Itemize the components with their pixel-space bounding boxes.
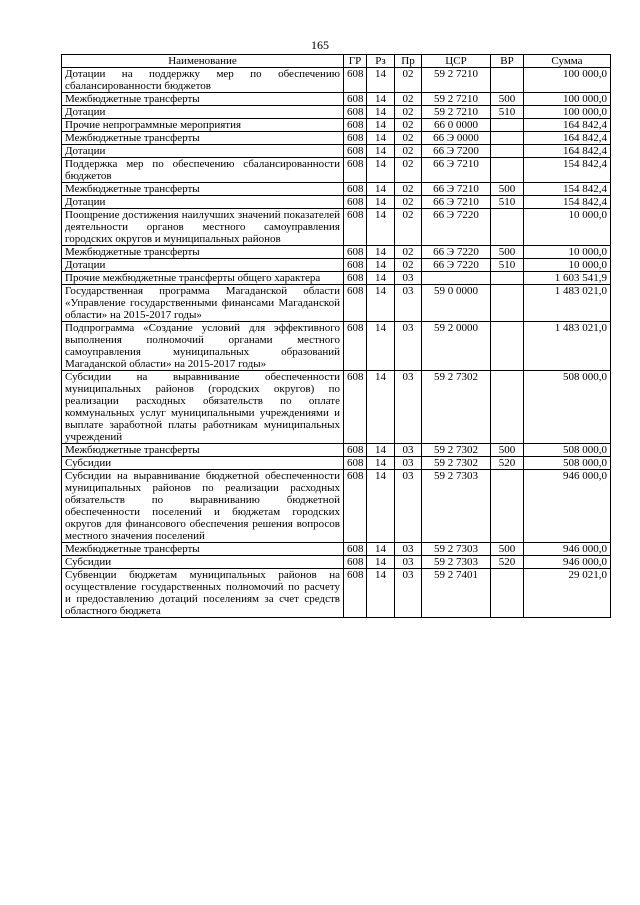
table-row	[62, 246, 611, 259]
cell-csr: 66 Э 7200	[422, 145, 491, 158]
cell-vr: 510	[491, 196, 524, 209]
cell-csr: 66 Э 7220	[422, 246, 491, 259]
cell-rz: 14	[367, 322, 395, 371]
cell-name: Межбюджетные трансферты	[62, 543, 344, 556]
table-body	[62, 68, 611, 618]
cell-sum: 10 000,0	[524, 209, 611, 246]
cell-csr: 59 2 7210	[422, 106, 491, 119]
cell-vr: 510	[491, 259, 524, 272]
cell-csr: 66 Э 7210	[422, 158, 491, 183]
cell-csr: 66 Э 7220	[422, 209, 491, 246]
cell-rz: 14	[367, 196, 395, 209]
cell-rz: 14	[367, 543, 395, 556]
header-gr: ГР	[344, 55, 367, 68]
cell-name: Дотации	[62, 145, 344, 158]
cell-name: Межбюджетные трансферты	[62, 183, 344, 196]
cell-name: Государственная программа Магаданской области «Управление государственными финансами Магаданской области» на 2015-2017 годы»	[62, 285, 344, 322]
cell-rz: 14	[367, 119, 395, 132]
cell-gr: 608	[344, 371, 367, 444]
table-row	[62, 457, 611, 470]
cell-csr: 59 2 7210	[422, 68, 491, 93]
cell-csr: 59 2 7401	[422, 569, 491, 618]
cell-pr: 02	[395, 119, 422, 132]
cell-name: Поддержка мер по обеспечению сбалансированности бюджетов	[62, 158, 344, 183]
cell-sum: 154 842,4	[524, 158, 611, 183]
table-row	[62, 196, 611, 209]
cell-pr: 02	[395, 68, 422, 93]
cell-gr: 608	[344, 322, 367, 371]
cell-sum: 946 000,0	[524, 470, 611, 543]
cell-pr: 02	[395, 196, 422, 209]
cell-pr: 02	[395, 93, 422, 106]
cell-sum: 508 000,0	[524, 444, 611, 457]
table-row	[62, 209, 611, 246]
cell-rz: 14	[367, 132, 395, 145]
cell-gr: 608	[344, 457, 367, 470]
cell-sum: 946 000,0	[524, 556, 611, 569]
budget-table	[61, 54, 611, 618]
cell-gr: 608	[344, 556, 367, 569]
cell-pr: 03	[395, 470, 422, 543]
cell-pr: 02	[395, 209, 422, 246]
table-row	[62, 569, 611, 618]
cell-gr: 608	[344, 132, 367, 145]
cell-vr: 520	[491, 457, 524, 470]
cell-rz: 14	[367, 246, 395, 259]
cell-rz: 14	[367, 371, 395, 444]
cell-gr: 608	[344, 68, 367, 93]
cell-name: Межбюджетные трансферты	[62, 132, 344, 145]
cell-vr: 500	[491, 93, 524, 106]
cell-name: Субсидии на выравнивание обеспеченности муниципальных районов (городских округов) по реализации расходных обязательств по оплате коммунальных услуг муниципальными учреждениями и выплате заработной платы работникам муниципальных учреждений	[62, 371, 344, 444]
cell-sum: 10 000,0	[524, 246, 611, 259]
cell-csr: 66 Э 7210	[422, 196, 491, 209]
cell-vr: 500	[491, 543, 524, 556]
cell-csr: 59 2 7302	[422, 444, 491, 457]
table-row	[62, 68, 611, 93]
table-row	[62, 259, 611, 272]
cell-gr: 608	[344, 145, 367, 158]
cell-rz: 14	[367, 457, 395, 470]
cell-gr: 608	[344, 183, 367, 196]
cell-vr: 500	[491, 183, 524, 196]
cell-rz: 14	[367, 272, 395, 285]
cell-name: Субвенции бюджетам муниципальных районов на осуществление государственных полномочий по расчету и предоставлению дотаций поселениям за счет средств областного бюджета	[62, 569, 344, 618]
cell-sum: 946 000,0	[524, 543, 611, 556]
cell-gr: 608	[344, 106, 367, 119]
cell-vr: 500	[491, 444, 524, 457]
cell-vr: 520	[491, 556, 524, 569]
cell-pr: 02	[395, 246, 422, 259]
cell-name: Дотации на поддержку мер по обеспечению сбалансированности бюджетов	[62, 68, 344, 93]
header-sum: Сумма	[524, 55, 611, 68]
table-row	[62, 132, 611, 145]
page-number: 165	[311, 38, 329, 52]
cell-vr: 510	[491, 106, 524, 119]
cell-name: Межбюджетные трансферты	[62, 93, 344, 106]
cell-sum: 29 021,0	[524, 569, 611, 618]
cell-rz: 14	[367, 183, 395, 196]
cell-gr: 608	[344, 470, 367, 543]
cell-gr: 608	[344, 285, 367, 322]
cell-csr: 59 2 7210	[422, 93, 491, 106]
cell-sum: 100 000,0	[524, 68, 611, 93]
cell-gr: 608	[344, 569, 367, 618]
cell-pr: 03	[395, 444, 422, 457]
cell-rz: 14	[367, 106, 395, 119]
cell-sum: 1 483 021,0	[524, 322, 611, 371]
cell-sum: 164 842,4	[524, 119, 611, 132]
cell-pr: 02	[395, 106, 422, 119]
header-vr: ВР	[491, 55, 524, 68]
cell-gr: 608	[344, 272, 367, 285]
cell-sum: 164 842,4	[524, 132, 611, 145]
cell-sum: 154 842,4	[524, 183, 611, 196]
cell-rz: 14	[367, 259, 395, 272]
table-row	[62, 322, 611, 371]
cell-vr	[491, 132, 524, 145]
cell-sum: 154 842,4	[524, 196, 611, 209]
cell-csr: 59 2 7302	[422, 371, 491, 444]
cell-rz: 14	[367, 444, 395, 457]
cell-csr: 59 0 0000	[422, 285, 491, 322]
header-pr: Пр	[395, 55, 422, 68]
cell-pr: 02	[395, 132, 422, 145]
table-row	[62, 93, 611, 106]
cell-pr: 03	[395, 457, 422, 470]
cell-sum: 164 842,4	[524, 145, 611, 158]
cell-vr	[491, 272, 524, 285]
cell-vr	[491, 470, 524, 543]
cell-csr: 59 2 7302	[422, 457, 491, 470]
table-header-row	[62, 55, 611, 68]
cell-pr: 02	[395, 158, 422, 183]
cell-csr: 59 2 7303	[422, 556, 491, 569]
cell-csr: 66 0 0000	[422, 119, 491, 132]
table-row	[62, 543, 611, 556]
cell-pr: 03	[395, 569, 422, 618]
cell-vr	[491, 119, 524, 132]
cell-gr: 608	[344, 259, 367, 272]
cell-sum: 100 000,0	[524, 106, 611, 119]
cell-rz: 14	[367, 93, 395, 106]
cell-vr	[491, 569, 524, 618]
cell-sum: 508 000,0	[524, 371, 611, 444]
table-row	[62, 158, 611, 183]
cell-vr	[491, 68, 524, 93]
cell-name: Субсидии	[62, 556, 344, 569]
cell-gr: 608	[344, 246, 367, 259]
table-row	[62, 272, 611, 285]
table-row	[62, 119, 611, 132]
table-row	[62, 285, 611, 322]
cell-vr	[491, 285, 524, 322]
cell-name: Прочие межбюджетные трансферты общего характера	[62, 272, 344, 285]
cell-gr: 608	[344, 444, 367, 457]
cell-pr: 03	[395, 322, 422, 371]
header-csr: ЦСР	[422, 55, 491, 68]
cell-gr: 608	[344, 543, 367, 556]
header-name: Наименование	[62, 55, 344, 68]
cell-pr: 02	[395, 259, 422, 272]
cell-gr: 608	[344, 209, 367, 246]
cell-name: Межбюджетные трансферты	[62, 444, 344, 457]
table-row	[62, 556, 611, 569]
cell-rz: 14	[367, 158, 395, 183]
cell-vr: 500	[491, 246, 524, 259]
cell-gr: 608	[344, 93, 367, 106]
cell-vr	[491, 209, 524, 246]
table-row	[62, 183, 611, 196]
header-rz: Рз	[367, 55, 395, 68]
cell-name: Межбюджетные трансферты	[62, 246, 344, 259]
cell-rz: 14	[367, 569, 395, 618]
cell-vr	[491, 371, 524, 444]
table-row	[62, 470, 611, 543]
cell-name: Подпрограмма «Создание условий для эффективного выполнения полномочий органами местного самоуправления муниципальных образований Магаданской области» на 2015-2017 годы»	[62, 322, 344, 371]
cell-sum: 508 000,0	[524, 457, 611, 470]
cell-csr: 59 2 7303	[422, 470, 491, 543]
cell-sum: 1 603 541,9	[524, 272, 611, 285]
cell-pr: 03	[395, 371, 422, 444]
cell-vr	[491, 322, 524, 371]
cell-name: Субсидии на выравнивание бюджетной обеспеченности муниципальных районов по реализации расходных обязательств по выравниванию бюджетной обеспеченности поселений и бюджетам городских округов для финансового обеспечения решения вопросов местного значения поселений	[62, 470, 344, 543]
cell-csr: 59 2 7303	[422, 543, 491, 556]
cell-rz: 14	[367, 470, 395, 543]
cell-pr: 02	[395, 145, 422, 158]
table-row	[62, 444, 611, 457]
cell-rz: 14	[367, 556, 395, 569]
cell-gr: 608	[344, 158, 367, 183]
table-row	[62, 371, 611, 444]
cell-pr: 02	[395, 183, 422, 196]
cell-name: Прочие непрограммные мероприятия	[62, 119, 344, 132]
cell-rz: 14	[367, 68, 395, 93]
table-row	[62, 145, 611, 158]
cell-rz: 14	[367, 145, 395, 158]
cell-pr: 03	[395, 285, 422, 322]
cell-rz: 14	[367, 209, 395, 246]
cell-csr: 66 Э 7210	[422, 183, 491, 196]
cell-name: Дотации	[62, 259, 344, 272]
cell-rz: 14	[367, 285, 395, 322]
cell-pr: 03	[395, 556, 422, 569]
cell-csr	[422, 272, 491, 285]
cell-vr	[491, 145, 524, 158]
cell-vr	[491, 158, 524, 183]
cell-name: Дотации	[62, 106, 344, 119]
cell-csr: 66 Э 7220	[422, 259, 491, 272]
cell-sum: 100 000,0	[524, 93, 611, 106]
cell-pr: 03	[395, 272, 422, 285]
cell-sum: 1 483 021,0	[524, 285, 611, 322]
cell-csr: 59 2 0000	[422, 322, 491, 371]
cell-name: Поощрение достижения наилучших значений показателей деятельности органов местного самоуправления городских округов и муниципальных районов	[62, 209, 344, 246]
cell-gr: 608	[344, 119, 367, 132]
cell-sum: 10 000,0	[524, 259, 611, 272]
cell-gr: 608	[344, 196, 367, 209]
table-row	[62, 106, 611, 119]
cell-name: Субсидии	[62, 457, 344, 470]
cell-pr: 03	[395, 543, 422, 556]
cell-name: Дотации	[62, 196, 344, 209]
cell-csr: 66 Э 0000	[422, 132, 491, 145]
